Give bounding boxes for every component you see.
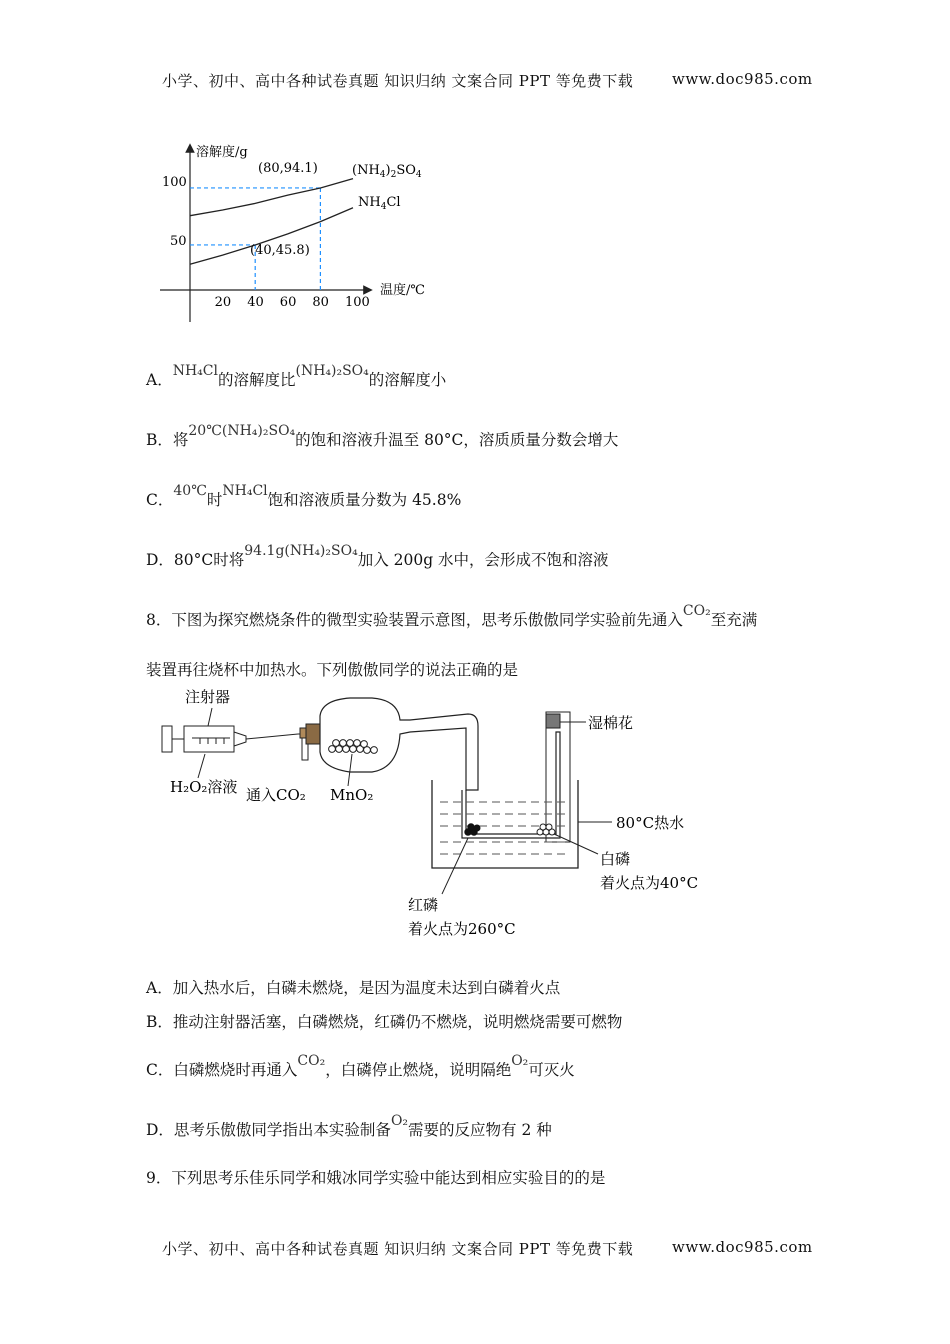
q7-option-d[interactable]: D．80°C时将94.1g(NH₄)₂SO₄加入 200g 水中，会形成不饱和溶液	[146, 543, 609, 569]
label-h2o2: H₂O₂溶液	[170, 778, 238, 796]
x-tick-label: 80	[312, 295, 329, 310]
q8-option-b[interactable]: B．推动注射器活塞，白磷燃烧，红磷仍不燃烧，说明燃烧需要可燃物	[146, 1013, 623, 1031]
label-white-p-ignition: 着火点为40°C	[600, 874, 699, 892]
annotation-40: (40,45.8)	[250, 243, 310, 258]
y-ticks	[162, 175, 187, 249]
y-tick-label: 50	[170, 234, 187, 249]
x-tick-label: 60	[279, 295, 297, 310]
label-wet-cotton: 湿棉花	[588, 714, 634, 732]
x-tick-label: 20	[214, 295, 232, 310]
footer-url[interactable]: www.doc985.com	[672, 1238, 813, 1256]
series-ammonium-sulfate-curve	[190, 179, 353, 216]
q7-option-a[interactable]: A．NH₄Cl的溶解度比(NH₄)₂SO₄的溶解度小	[146, 363, 447, 389]
header-text: 小学、初中、高中各种试卷真题 知识归纳 文案合同 PPT 等免费下载	[162, 72, 634, 90]
label-white-p: 白磷	[600, 850, 631, 868]
legend-ammonium-chloride: $NH_4Cl$	[358, 195, 401, 212]
q7-option-c[interactable]: C．40℃时NH₄Cl饱和溶液质量分数为 45.8%	[146, 483, 462, 509]
label-mno2: MnO₂	[330, 786, 374, 804]
wet-cotton	[546, 714, 560, 728]
annotation-80: (80,94.1)	[258, 161, 318, 176]
q8-stem: 8．下图为探究燃烧条件的微型实验装置示意图，思考乐傲傲同学实验前先通入CO₂至充满	[146, 603, 758, 629]
header-url[interactable]: www.doc985.com	[672, 70, 813, 88]
footer-text: 小学、初中、高中各种试卷真题 知识归纳 文案合同 PPT 等免费下载	[162, 1240, 634, 1258]
q8-stem-cont: 装置再往烧杯中加热水。下列傲傲同学的说法正确的是	[146, 661, 519, 679]
x-axis-label: 温度/℃	[380, 283, 425, 298]
solubility-chart	[150, 140, 450, 330]
page-footer	[162, 1238, 633, 1259]
label-syringe: 注射器	[185, 688, 231, 706]
label-red-p: 红磷	[408, 896, 439, 914]
q7-option-b[interactable]: B．将20℃(NH₄)₂SO₄的饱和溶液升温至 80°C，溶质质量分数会增大	[146, 423, 619, 449]
label-red-p-ignition: 着火点为260°C	[408, 920, 516, 938]
x-tick-label: 40	[247, 295, 264, 310]
x-tick-label: 100	[345, 295, 370, 310]
q8-option-d[interactable]: D．思考乐傲傲同学指出本实验制备O₂需要的反应物有 2 种	[146, 1113, 552, 1139]
legend-ammonium-sulfate: $(NH_4)_2SO_4$	[352, 163, 422, 180]
y-tick-label: 100	[162, 175, 187, 190]
syringe	[162, 726, 298, 752]
u-tube	[462, 732, 560, 838]
apparatus-diagram	[150, 682, 730, 944]
mno2-particles	[329, 740, 378, 754]
label-hot-water: 80°C热水	[616, 814, 685, 832]
label-co2-inlet: 通入CO₂	[246, 786, 306, 804]
q9-stem: 9．下列思考乐佳乐同学和娥冰同学实验中能达到相应实验目的的是	[146, 1169, 606, 1187]
x-ticks	[215, 295, 370, 310]
stopper	[306, 724, 320, 744]
page-header	[162, 70, 633, 91]
y-axis-label: 溶解度/g	[196, 145, 248, 160]
q8-option-c[interactable]: C．白磷燃烧时再通入CO₂，白磷停止燃烧，说明隔绝O₂可灭火	[146, 1053, 575, 1079]
white-phosphorus	[537, 824, 555, 835]
q8-option-a[interactable]: A．加入热水后，白磷未燃烧，是因为温度未达到白磷着火点	[146, 979, 561, 997]
